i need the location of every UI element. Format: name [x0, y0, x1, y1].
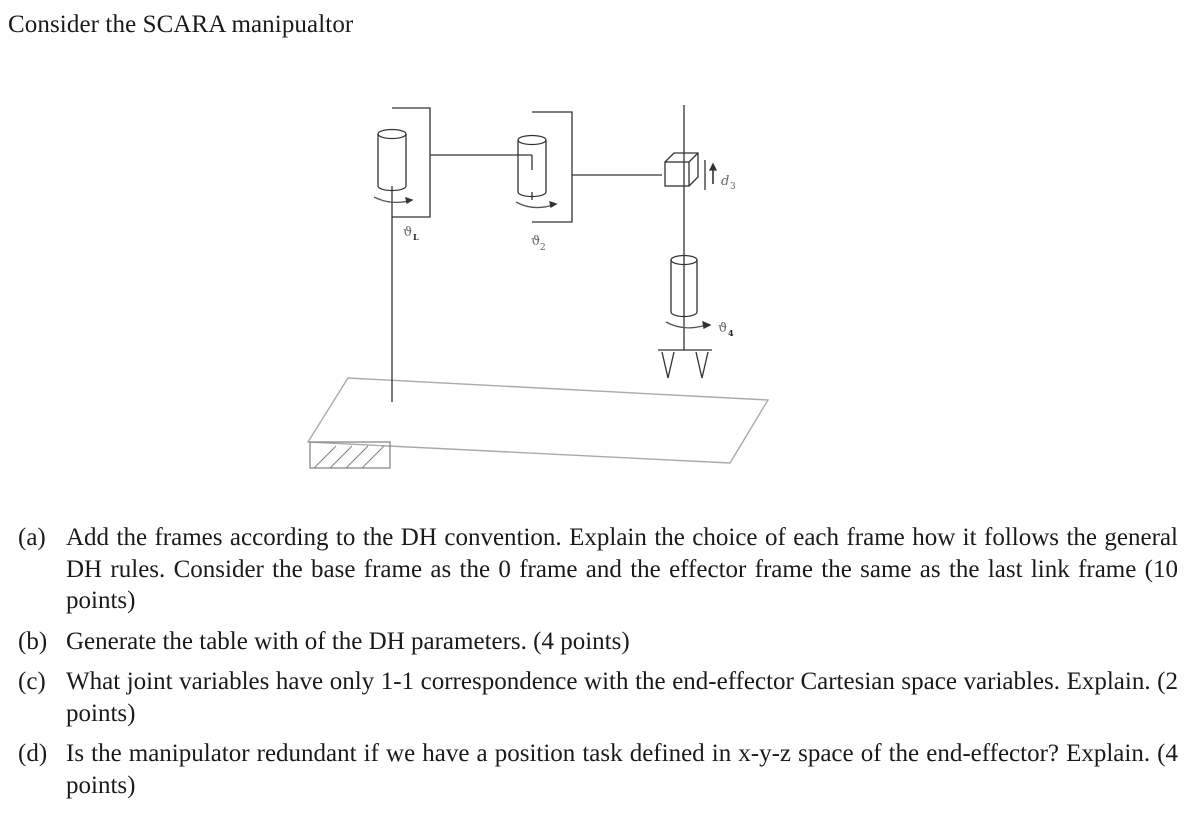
- question-text: Is the manipulator redundant if we have a position task defined in x-y-z space of the end-effector? Explain. (4 points): [66, 740, 1178, 799]
- question-label: (b): [18, 627, 48, 655]
- question-d: [18, 738, 1178, 801]
- question-list: [18, 522, 1178, 810]
- question-text: What joint variables have only 1-1 correspondence with the end-effector Cartesian space variables. Explain. (2 points): [66, 668, 1178, 727]
- d3-subscript: 3: [730, 182, 736, 192]
- theta4-subscript: 4: [728, 328, 734, 338]
- question-text: Add the frames according to the DH convention. Explain the choice of each frame how it follows the general DH rules. Consider the base frame as the 0 frame and the effector frame the same as the last link frame (10 points): [66, 524, 1178, 614]
- question-text: Generate the table with of the DH parameters. (4 points): [66, 627, 630, 655]
- question-label: (a): [18, 524, 46, 551]
- theta1-label: ϑ: [403, 225, 413, 240]
- question-a: [18, 522, 1178, 617]
- question-b: [18, 626, 1178, 658]
- scara-diagram: [300, 100, 780, 480]
- scara-figure: [300, 100, 780, 480]
- base-plate: [308, 378, 768, 463]
- question-c: [18, 666, 1178, 729]
- theta4-label: ϑ: [718, 321, 728, 336]
- theta1-subscript: L: [413, 232, 419, 242]
- question-label: (c): [18, 668, 46, 695]
- question-label: (d): [18, 740, 48, 767]
- prismatic-box: [665, 162, 689, 186]
- theta2-label: ϑ: [531, 234, 541, 249]
- theta2-subscript: 2: [540, 243, 546, 253]
- d3-label: d: [721, 174, 730, 189]
- intro-text: Consider the SCARA manipualtor: [8, 11, 354, 38]
